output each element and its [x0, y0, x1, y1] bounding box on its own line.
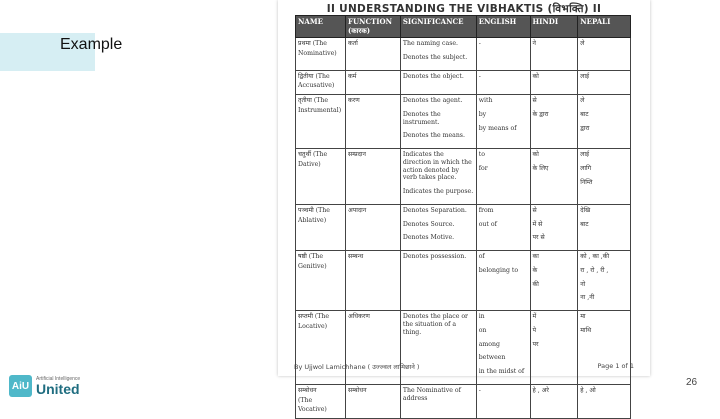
cell-text: Denotes Separation.: [402, 206, 467, 214]
cell-nepali: [578, 149, 631, 205]
cell-text: मा: [580, 313, 586, 320]
page-number: 26: [686, 377, 698, 388]
cell-text: नो: [580, 280, 586, 288]
cell-text: लाई: [580, 72, 590, 80]
column-header: ENGLISH: [476, 16, 530, 38]
cell-english: [476, 204, 530, 250]
cell-function: [345, 95, 400, 149]
table-header-row: [296, 16, 631, 38]
cell-text: Accusative): [298, 82, 335, 90]
cell-text: तृतीया (The: [298, 97, 329, 104]
cell-text: के लिए: [532, 164, 549, 172]
column-header: NAME: [296, 16, 346, 38]
cell-text: को: [532, 151, 539, 158]
cell-name: [296, 311, 346, 385]
cell-english: [476, 95, 530, 149]
cell-significance: [400, 251, 476, 311]
column-header: NEPALI: [578, 16, 631, 38]
table-row: [296, 311, 631, 385]
brand-logo: [9, 373, 80, 399]
cell-text: सम्प्रदान: [347, 151, 366, 158]
cell-text: हे , ओ: [580, 386, 596, 394]
cell-text: Denotes the subject.: [402, 53, 468, 61]
column-header: SIGNIFICANCE: [400, 16, 476, 38]
document-title: II UNDERSTANDING THE VIBHAKTIS (विभक्ति) II: [326, 3, 602, 15]
cell-function: [345, 204, 400, 250]
cell-text: -: [478, 72, 481, 80]
cell-function: [345, 251, 400, 311]
cell-nepali: [578, 38, 631, 71]
logo-mark: AiU: [9, 375, 32, 397]
cell-text: अपादान: [347, 206, 367, 214]
cell-nepali: [578, 95, 631, 149]
document-footer: [294, 362, 634, 371]
cell-name: [296, 149, 346, 205]
cell-hindi: [530, 251, 578, 311]
cell-hindi: [530, 384, 578, 418]
document-image: [278, 0, 650, 414]
cell-text: का: [532, 253, 539, 260]
cell-text: ले: [580, 97, 585, 104]
slide-title: Example: [60, 36, 123, 53]
cell-text: के: [532, 266, 538, 274]
cell-text: में से: [532, 220, 543, 228]
cell-text: रा , रो , री ,: [580, 266, 609, 274]
cell-text: लागि: [580, 164, 592, 172]
cell-significance: [400, 311, 476, 385]
cell-text: बाट: [580, 110, 589, 118]
cell-text: -: [478, 40, 481, 47]
cell-text: by: [478, 110, 487, 118]
cell-function: [345, 384, 400, 418]
cell-significance: [400, 149, 476, 205]
cell-text: -: [478, 386, 481, 394]
cell-text: कर्ता: [347, 40, 358, 47]
cell-text: पञ्चमी (The: [298, 206, 330, 214]
cell-hindi: [530, 311, 578, 385]
column-header: HINDI: [530, 16, 578, 38]
cell-text: on: [478, 326, 487, 334]
table-row: [296, 251, 631, 311]
cell-text: Dative): [298, 160, 321, 168]
cell-text: से: [532, 97, 537, 104]
cell-text: in the midst of: [478, 368, 525, 375]
cell-text: Instrumental): [298, 106, 342, 114]
cell-text: सप्तमी (The: [298, 313, 330, 320]
cell-nepali: [578, 204, 631, 250]
table-row: [296, 384, 631, 418]
cell-english: [476, 384, 530, 418]
cell-text: belonging to: [478, 266, 519, 274]
cell-text: Nominative): [298, 49, 337, 57]
cell-hindi: [530, 149, 578, 205]
cell-text: Denotes the place or the situation of a thing.: [402, 313, 469, 336]
cell-name: [296, 38, 346, 71]
cell-text: सम्बोधन: [347, 386, 367, 394]
cell-text: लाई: [580, 151, 590, 158]
cell-text: for: [478, 164, 488, 172]
cell-text: अधिकरण: [347, 313, 370, 320]
cell-text: from: [478, 206, 494, 214]
cell-text: कर्म: [347, 72, 357, 80]
table-row: [296, 149, 631, 205]
cell-text: Denotes possession.: [402, 253, 467, 260]
vibhakti-table: [295, 15, 631, 419]
cell-text: निम्ति: [580, 178, 593, 186]
cell-name: [296, 95, 346, 149]
cell-text: Ablative): [298, 216, 327, 224]
cell-text: द्वितीया (The: [298, 72, 330, 80]
table-row: [296, 95, 631, 149]
cell-text: Denotes Source.: [402, 220, 455, 228]
cell-text: चतुर्थी (The: [298, 151, 328, 158]
cell-text: to: [478, 151, 485, 158]
cell-significance: [400, 95, 476, 149]
cell-english: [476, 149, 530, 205]
table-row: [296, 70, 631, 95]
column-header: FUNCTION (कारक): [345, 16, 400, 38]
footer-page: Page 1 of 1: [597, 362, 634, 370]
cell-function: [345, 311, 400, 385]
logo-name: United: [36, 380, 80, 397]
cell-text: षष्ठी (The: [298, 253, 323, 260]
cell-text: को , का ,की: [580, 253, 610, 260]
footer-author: By Ujjwol Lamichhane ( उज्ज्वल लामिछाने ): [294, 363, 420, 371]
cell-name: [296, 204, 346, 250]
cell-text: Indicates the direction in which the action denoted by verb takes place.: [402, 151, 472, 182]
cell-text: ना ,नी: [580, 294, 595, 302]
cell-nepali: [578, 70, 631, 95]
table-row: [296, 38, 631, 71]
cell-text: The naming case.: [402, 40, 459, 47]
cell-text: Denotes the instrument.: [402, 110, 441, 126]
cell-text: बाट: [580, 220, 589, 228]
cell-text: in: [478, 313, 485, 320]
cell-english: [476, 38, 530, 71]
cell-nepali: [578, 384, 631, 418]
cell-text: The Nominative of address: [402, 386, 461, 402]
cell-text: पर से: [532, 234, 545, 242]
cell-function: [345, 149, 400, 205]
cell-nepali: [578, 251, 631, 311]
cell-text: ले: [580, 40, 585, 47]
cell-name: [296, 384, 346, 418]
cell-text: among: [478, 340, 500, 348]
cell-text: with: [478, 97, 493, 104]
cell-english: [476, 251, 530, 311]
cell-text: की: [532, 280, 539, 288]
cell-text: Indicates the purpose.: [402, 188, 474, 195]
cell-function: [345, 38, 400, 71]
cell-text: of: [478, 253, 485, 260]
cell-text: Denotes Motive.: [402, 234, 455, 242]
cell-text: Genitive): [298, 262, 327, 270]
cell-hindi: [530, 204, 578, 250]
cell-text: ने: [532, 40, 536, 47]
cell-text: प्रथमा (The: [298, 40, 327, 47]
cell-text: Denotes the means.: [402, 132, 465, 140]
cell-significance: [400, 38, 476, 71]
cell-text: सम्बोधन: [298, 386, 317, 394]
cell-name: [296, 70, 346, 95]
cell-hindi: [530, 38, 578, 71]
cell-name: [296, 251, 346, 311]
table-row: [296, 204, 631, 250]
cell-text: Denotes the object.: [402, 72, 464, 80]
cell-text: out of: [478, 220, 497, 228]
cell-text: द्वारा: [580, 124, 590, 132]
cell-nepali: [578, 311, 631, 385]
cell-text: Locative): [298, 322, 328, 330]
cell-hindi: [530, 95, 578, 149]
cell-text: से: [532, 206, 537, 214]
cell-text: हे , अरे: [532, 386, 549, 394]
cell-text: पर: [532, 340, 539, 348]
cell-english: [476, 70, 530, 95]
cell-hindi: [530, 70, 578, 95]
cell-significance: [400, 70, 476, 95]
cell-text: between: [478, 354, 506, 362]
cell-text: Denotes the agent.: [402, 97, 463, 104]
cell-text: करण: [347, 97, 360, 104]
cell-text: पे: [532, 326, 537, 334]
cell-text: Vocative): [298, 406, 327, 414]
cell-text: को: [532, 72, 539, 80]
cell-significance: [400, 204, 476, 250]
cell-text: में: [532, 313, 537, 320]
cell-text: माथि: [580, 326, 592, 334]
cell-text: देखि: [580, 206, 591, 214]
cell-text: सम्बन्ध: [347, 253, 364, 260]
cell-text: by means of: [478, 124, 517, 132]
cell-significance: [400, 384, 476, 418]
cell-text: के द्वारा: [532, 110, 549, 118]
cell-english: [476, 311, 530, 385]
cell-text: (The: [298, 396, 313, 404]
logo-subtitle: Artificial Intelligence: [36, 375, 81, 382]
cell-function: [345, 70, 400, 95]
